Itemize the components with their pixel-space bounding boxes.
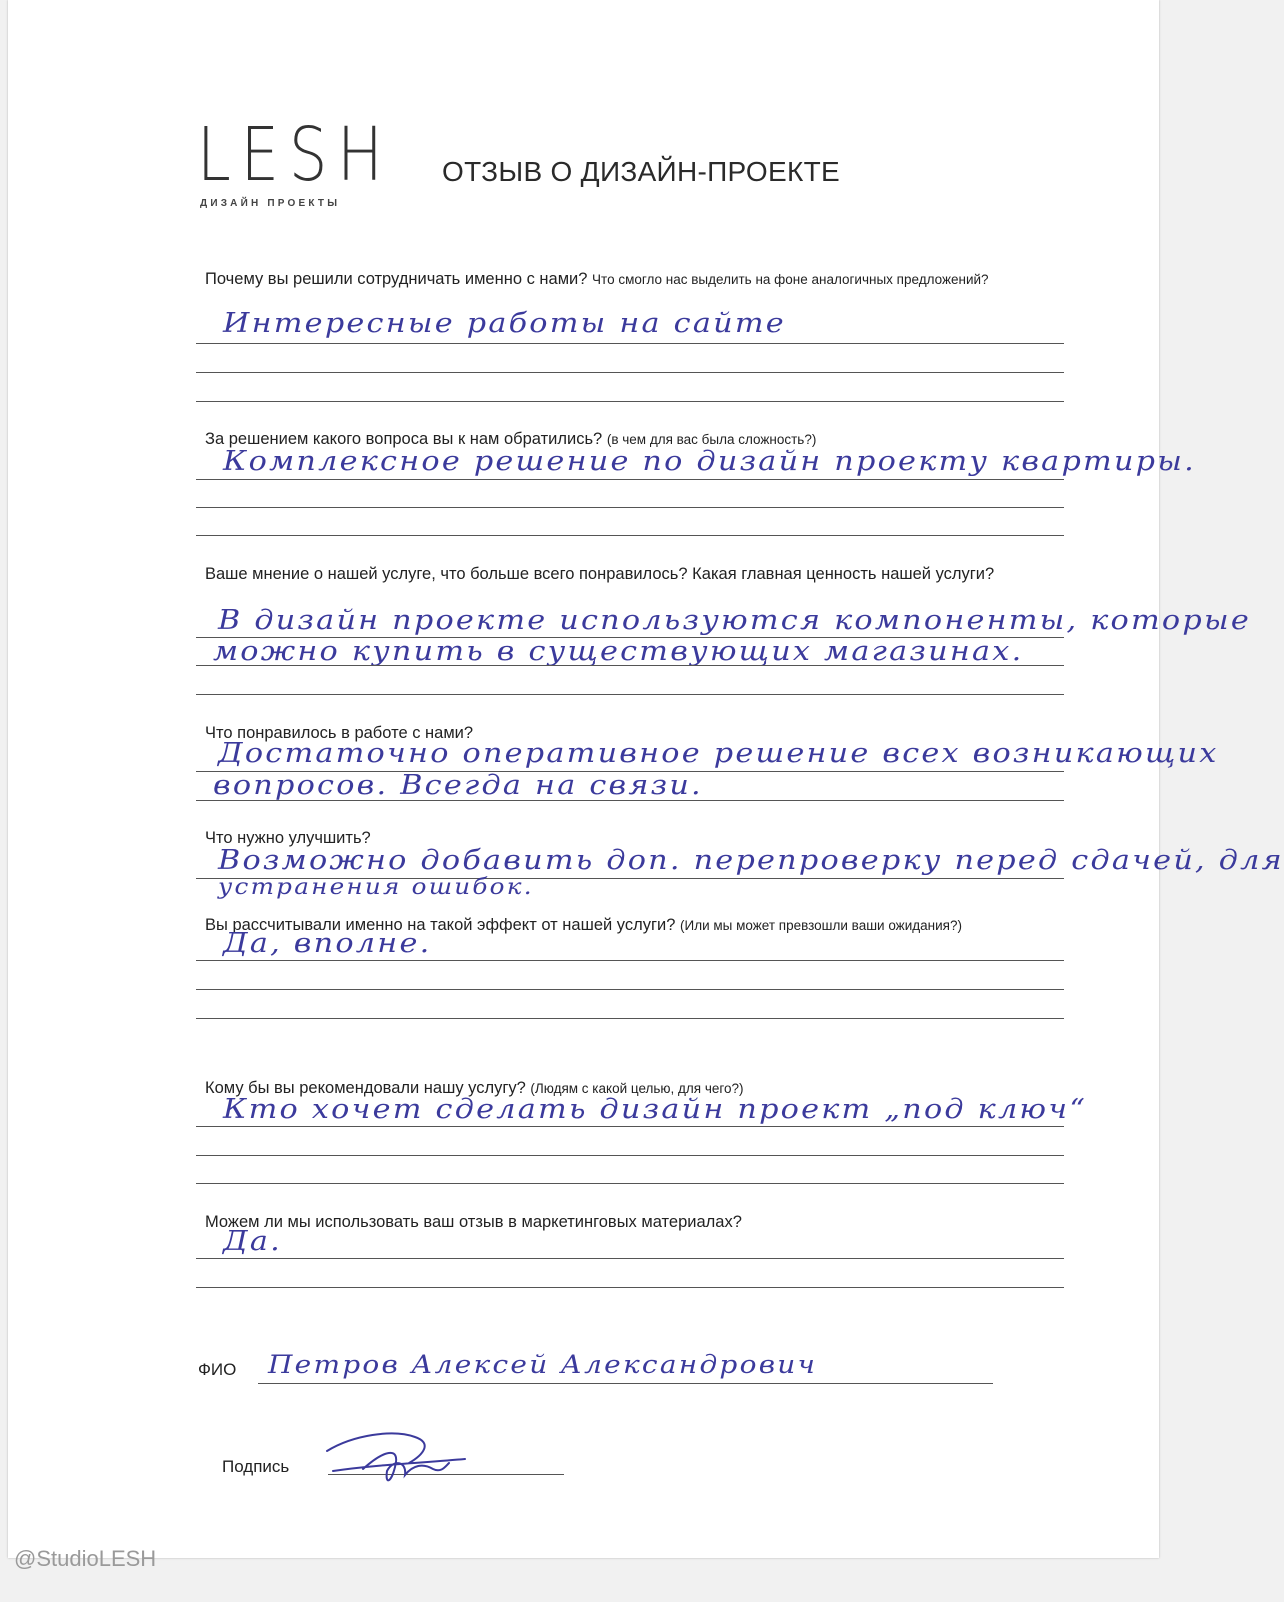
answer-line bbox=[196, 535, 1064, 536]
answer-4-line-1: Достаточно оперативное решение всех возникающих bbox=[218, 738, 1219, 769]
answer-3-line-1: В дизайн проекте используются компоненты, которые bbox=[218, 605, 1251, 636]
brand-logo bbox=[197, 112, 436, 209]
question-1-text: Почему вы решили сотрудничать именно с нами? bbox=[205, 270, 588, 288]
question-8-text: Можем ли мы использовать ваш отзыв в маркетинговых материалах? bbox=[205, 1213, 742, 1231]
fio-label: ФИО bbox=[198, 1360, 237, 1379]
handwritten-signature bbox=[323, 1425, 473, 1495]
answer-line bbox=[196, 507, 1064, 508]
question-8 bbox=[205, 1209, 1085, 1236]
answer-5-line-2: устранения ошибок. bbox=[218, 875, 534, 900]
question-6-hint: (Или мы может превзошли ваши ожидания?) bbox=[680, 918, 962, 933]
brand-subtitle: ДИЗАЙН ПРОЕКТЫ bbox=[200, 198, 341, 209]
question-1 bbox=[205, 266, 1085, 293]
question-6-text: Вы рассчитывали именно на такой эффект от нашей услуги? bbox=[205, 916, 676, 934]
fio-line bbox=[258, 1383, 993, 1384]
answer-line bbox=[196, 343, 1064, 344]
question-3-text: Ваше мнение о нашей услуге, что больше всего понравилось? Какая главная ценность нашей услуги? bbox=[205, 565, 995, 583]
answer-5-line-1: Возможно добавить доп. перепроверку перед сдачей, для bbox=[218, 845, 1284, 876]
answer-line bbox=[196, 479, 1064, 480]
answer-line bbox=[196, 1183, 1064, 1184]
question-3 bbox=[205, 561, 1085, 588]
question-5-text: Что нужно улучшить? bbox=[205, 829, 371, 847]
answer-line bbox=[196, 1287, 1064, 1288]
answer-line bbox=[196, 401, 1064, 402]
answer-line bbox=[196, 800, 1064, 801]
question-2-hint: (в чем для вас была сложность?) bbox=[606, 432, 817, 447]
answer-line bbox=[196, 1018, 1064, 1019]
answer-line bbox=[196, 989, 1064, 990]
page-title: ОТЗЫВ О ДИЗАЙН-ПРОЕКТЕ bbox=[442, 156, 840, 187]
answer-7-line-1: Кто хочет сделать дизайн проект „под ключ“ bbox=[223, 1094, 1088, 1125]
answer-line bbox=[196, 1126, 1064, 1127]
question-2-text: За решением какого вопроса вы к нам обратились? bbox=[205, 430, 603, 448]
fio-value: Петров Алексей Александрович bbox=[268, 1350, 818, 1379]
answer-line bbox=[196, 1155, 1064, 1156]
answer-4-line-2: вопросов. Всегда на связи. bbox=[213, 770, 703, 801]
answer-1-line-1: Интересные работы на сайте bbox=[223, 308, 786, 339]
signature-label: Подпись bbox=[222, 1457, 290, 1476]
feedback-form-sheet bbox=[8, 0, 1284, 1558]
answer-line bbox=[196, 665, 1064, 666]
question-7-text: Кому бы вы рекомендовали нашу услугу? bbox=[205, 1079, 526, 1097]
answer-8-line-1: Да. bbox=[223, 1226, 282, 1257]
question-7-hint: (Людям с какой целью, для чего?) bbox=[530, 1081, 744, 1096]
question-4-text: Что понравилось в работе с нами? bbox=[205, 724, 474, 742]
watermark: @StudioLESH bbox=[14, 1546, 157, 1571]
answer-line bbox=[196, 694, 1064, 695]
answer-3-line-2: можно купить в существующих магазинах. bbox=[213, 636, 1024, 667]
answer-2-line-1: Комплексное решение по дизайн проекту квартиры. bbox=[223, 446, 1196, 477]
brand-name: LESH bbox=[197, 112, 393, 198]
answer-line bbox=[196, 1258, 1064, 1259]
answer-line bbox=[196, 960, 1064, 961]
question-1-hint: Что смогло нас выделить на фоне аналогичных предложений? bbox=[592, 272, 989, 287]
answer-6-line-1: Да, вполне. bbox=[223, 928, 432, 959]
answer-line bbox=[196, 372, 1064, 373]
